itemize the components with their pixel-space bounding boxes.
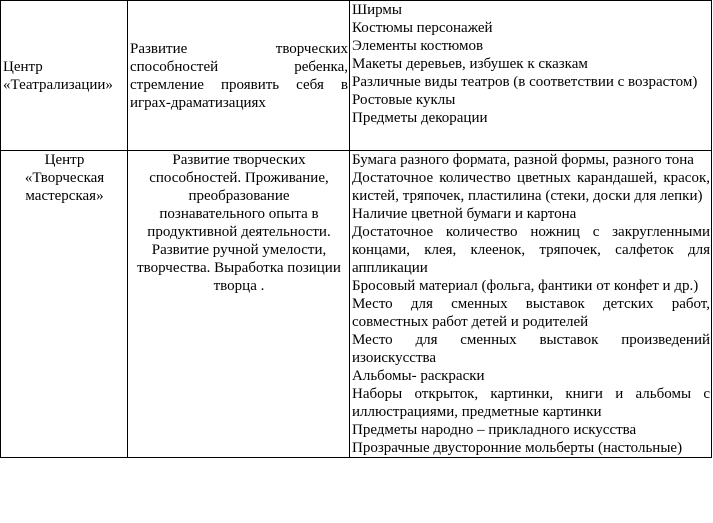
list-item: Бумага разного формата, разной формы, разного тона — [352, 152, 694, 168]
center-name-cell — [1, 1, 128, 151]
goal-line: Развитие ручной умелости, — [151, 242, 327, 258]
list-item: Прозрачные двусторонние мольберты (настольные) — [352, 440, 683, 456]
list-item: Ширмы — [352, 2, 403, 18]
goal-line: Развитие творческих — [172, 152, 306, 168]
center-name-line: Центр — [3, 58, 43, 75]
list-item: Альбомы- раскраски — [352, 368, 485, 384]
list-item: Предметы декорации — [352, 110, 488, 126]
goal-line: познавательного опыта в — [159, 206, 319, 222]
list-item: Место для сменных выставок произведений изоискусства — [352, 332, 710, 366]
center-name-line: мастерская» — [25, 188, 104, 204]
goal-cell — [128, 151, 350, 458]
center-name-cell — [1, 151, 128, 458]
list-item: Бросовый материал (фольга, фантики от конфет и др.) — [352, 278, 699, 294]
goal-cell — [128, 1, 350, 151]
list-item: Предметы народно – прикладного искусства — [352, 422, 637, 438]
goal-line: продуктивной деятельности. — [147, 224, 331, 240]
equipment-list — [352, 151, 710, 457]
goal-line: способностей. Проживание, — [149, 170, 329, 186]
list-item: Достаточное количество цветных карандашей, красок, кистей, тряпочек, пластилина (стеки, доски для лепки) — [352, 170, 710, 204]
list-item: Достаточное количество ножниц с закругленными концами, клея, клеенок, тряпочек, салфеток для аппликации — [352, 224, 710, 276]
center-name-line: Центр — [44, 152, 85, 168]
list-item: Костюмы персонажей — [352, 20, 493, 36]
equipment-cell — [350, 151, 712, 458]
center-name-line: «Театрализации» — [3, 76, 113, 93]
goal-line: творца . — [213, 278, 265, 294]
list-item: Наборы открыток, картинки, книги и альбомы с иллюстрациями, предметные картинки — [352, 386, 710, 420]
list-item: Различные виды театров (в соответствии с возрастом) — [352, 74, 698, 90]
list-item: Наличие цветной бумаги и картона — [352, 206, 577, 222]
list-item: Макеты деревьев, избушек к сказкам — [352, 56, 588, 72]
goal-line: преобразование — [188, 188, 290, 204]
goal-line: творчества. Выработка позиции — [137, 260, 341, 276]
table-row — [1, 1, 712, 151]
equipment-cell — [350, 1, 712, 151]
list-item: Элементы костюмов — [352, 38, 484, 54]
table-row — [1, 151, 712, 458]
list-item: Ростовые куклы — [352, 92, 456, 108]
list-item: Место для сменных выставок детских работ, совместных работ детей и родителей — [352, 296, 710, 330]
equipment-list — [352, 1, 710, 127]
goal-text: Развитие творческих способностей ребенка, стремление проявить себя в играх-драматизациях — [130, 40, 348, 111]
center-name-line: «Творческая — [24, 170, 105, 186]
